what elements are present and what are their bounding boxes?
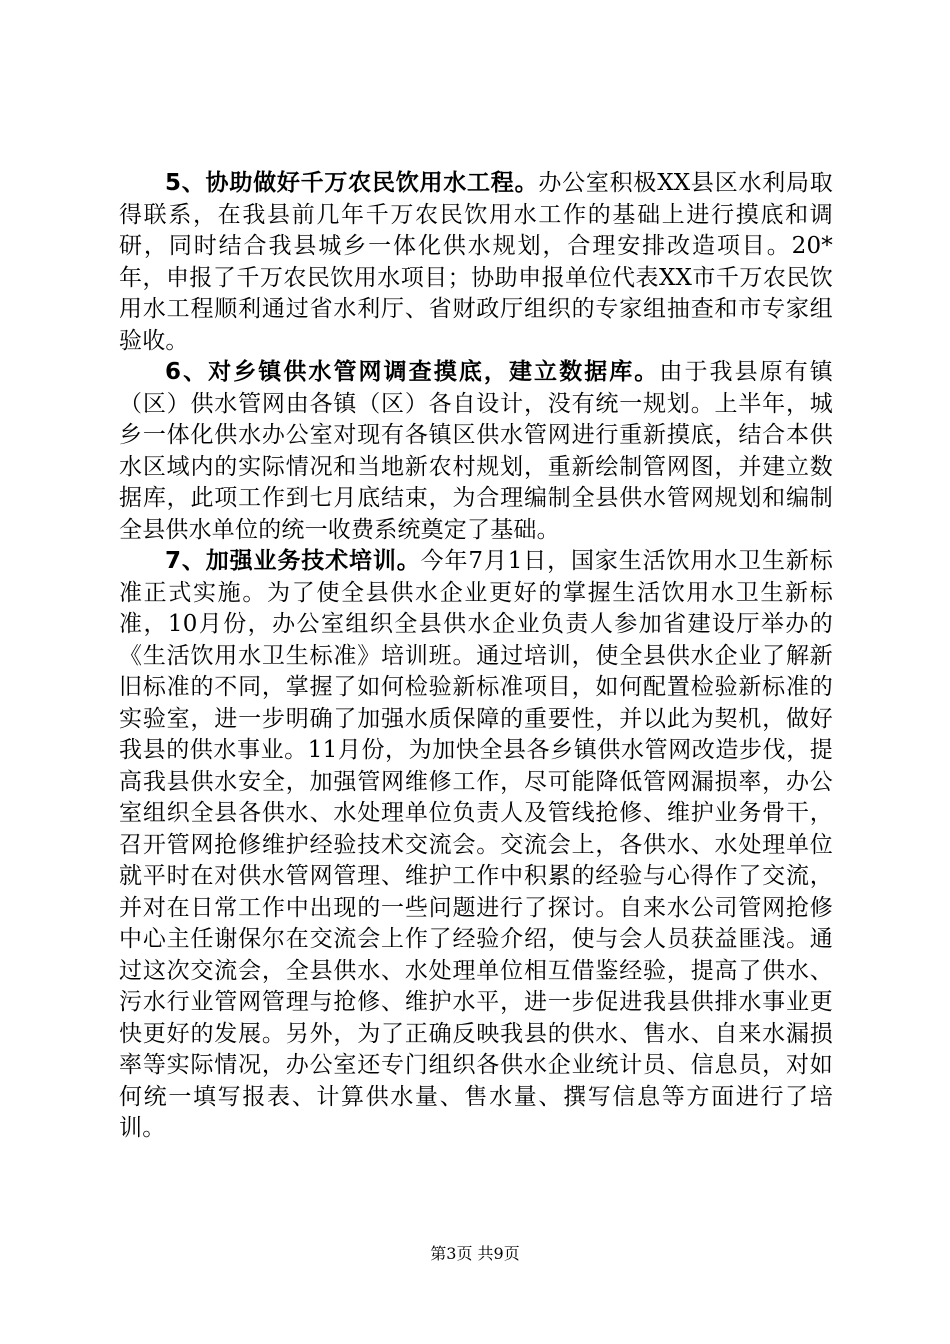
paragraph-text: 办公室积极XX县区水利局取得联系，在我县前几年千万农民饮用水工作的基础上进行摸底和调研，同时结合我县城乡一体化供水规划，合理安排改造项目。20*年，申报了千万农民饮用水项目；协助申报单位代表XX市千万农民饮用水工程顺利通过省水利厅、省财政厅组织的专家组抽查和市专家组验收。 bbox=[119, 170, 833, 354]
paragraph-heading: 7、加强业务技术培训。 bbox=[165, 548, 421, 574]
paragraph-heading: 6、对乡镇供水管网调查摸底，建立数据库。 bbox=[165, 359, 660, 385]
paragraph-item-6 bbox=[119, 357, 833, 546]
paragraph-text: 今年7月1日，国家生活饮用水卫生新标准正式实施。为了使全县供水企业更好的掌握生活饮用水卫生新标准，10月份，办公室组织全县供水企业负责人参加省建设厅举办的《生活饮用水卫生标准》培训班。通过培训，使全县供水企业了解新旧标准的不同，掌握了如何检验新标准项目，如何配置检验新标准的实验室，进一步明确了加强水质保障的重要性，并以此为契机，做好我县的供水事业。11月份，为加快全县各乡镇供水管网改造步伐，提高我县供水安全，加强管网维修工作，尽可能降低管网漏损率，办公室组织全县各供水、水处理单位负责人及管线抢修、维护业务骨干，召开管网抢修维护经验技术交流会。交流会上，各供水、水处理单位就平时在对供水管网管理、维护工作中积累的经验与心得作了交流，并对在日常工作中出现的一些问题进行了探讨。自来水公司管网抢修中心主任谢保尔在交流会上作了经验介绍，使与会人员获益匪浅。通过这次交流会，全县供水、水处理单位相互借鉴经验，提高了供水、污水行业管网管理与抢修、维护水平，进一步促进我县供排水事业更快更好的发展。另外，为了正确反映我县的供水、售水、自来水漏损率等实际情况，办公室还专门组织各供水企业统计员、信息员，对如何统一填写报表、计算供水量、售水量、撰写信息等方面进行了培训。 bbox=[119, 548, 833, 1141]
paragraph-text: 由于我县原有镇（区）供水管网由各镇（区）各自设计，没有统一规划。上半年，城乡一体化供水办公室对现有各镇区供水管网进行重新摸底，结合本供水区域内的实际情况和当地新农村规划，重新绘制管网图，并建立数据库，此项工作到七月底结束，为合理编制全县供水管网规划和编制全县供水单位的统一收费系统奠定了基础。 bbox=[119, 359, 833, 543]
page-footer bbox=[0, 1244, 950, 1264]
paragraph-item-5 bbox=[119, 168, 833, 357]
paragraph-item-7 bbox=[119, 546, 833, 1145]
page-number-label: 第3页 共9页 bbox=[430, 1244, 520, 1263]
paragraph-heading: 5、协助做好千万农民饮用水工程。 bbox=[165, 170, 539, 196]
document-body bbox=[119, 168, 833, 1145]
